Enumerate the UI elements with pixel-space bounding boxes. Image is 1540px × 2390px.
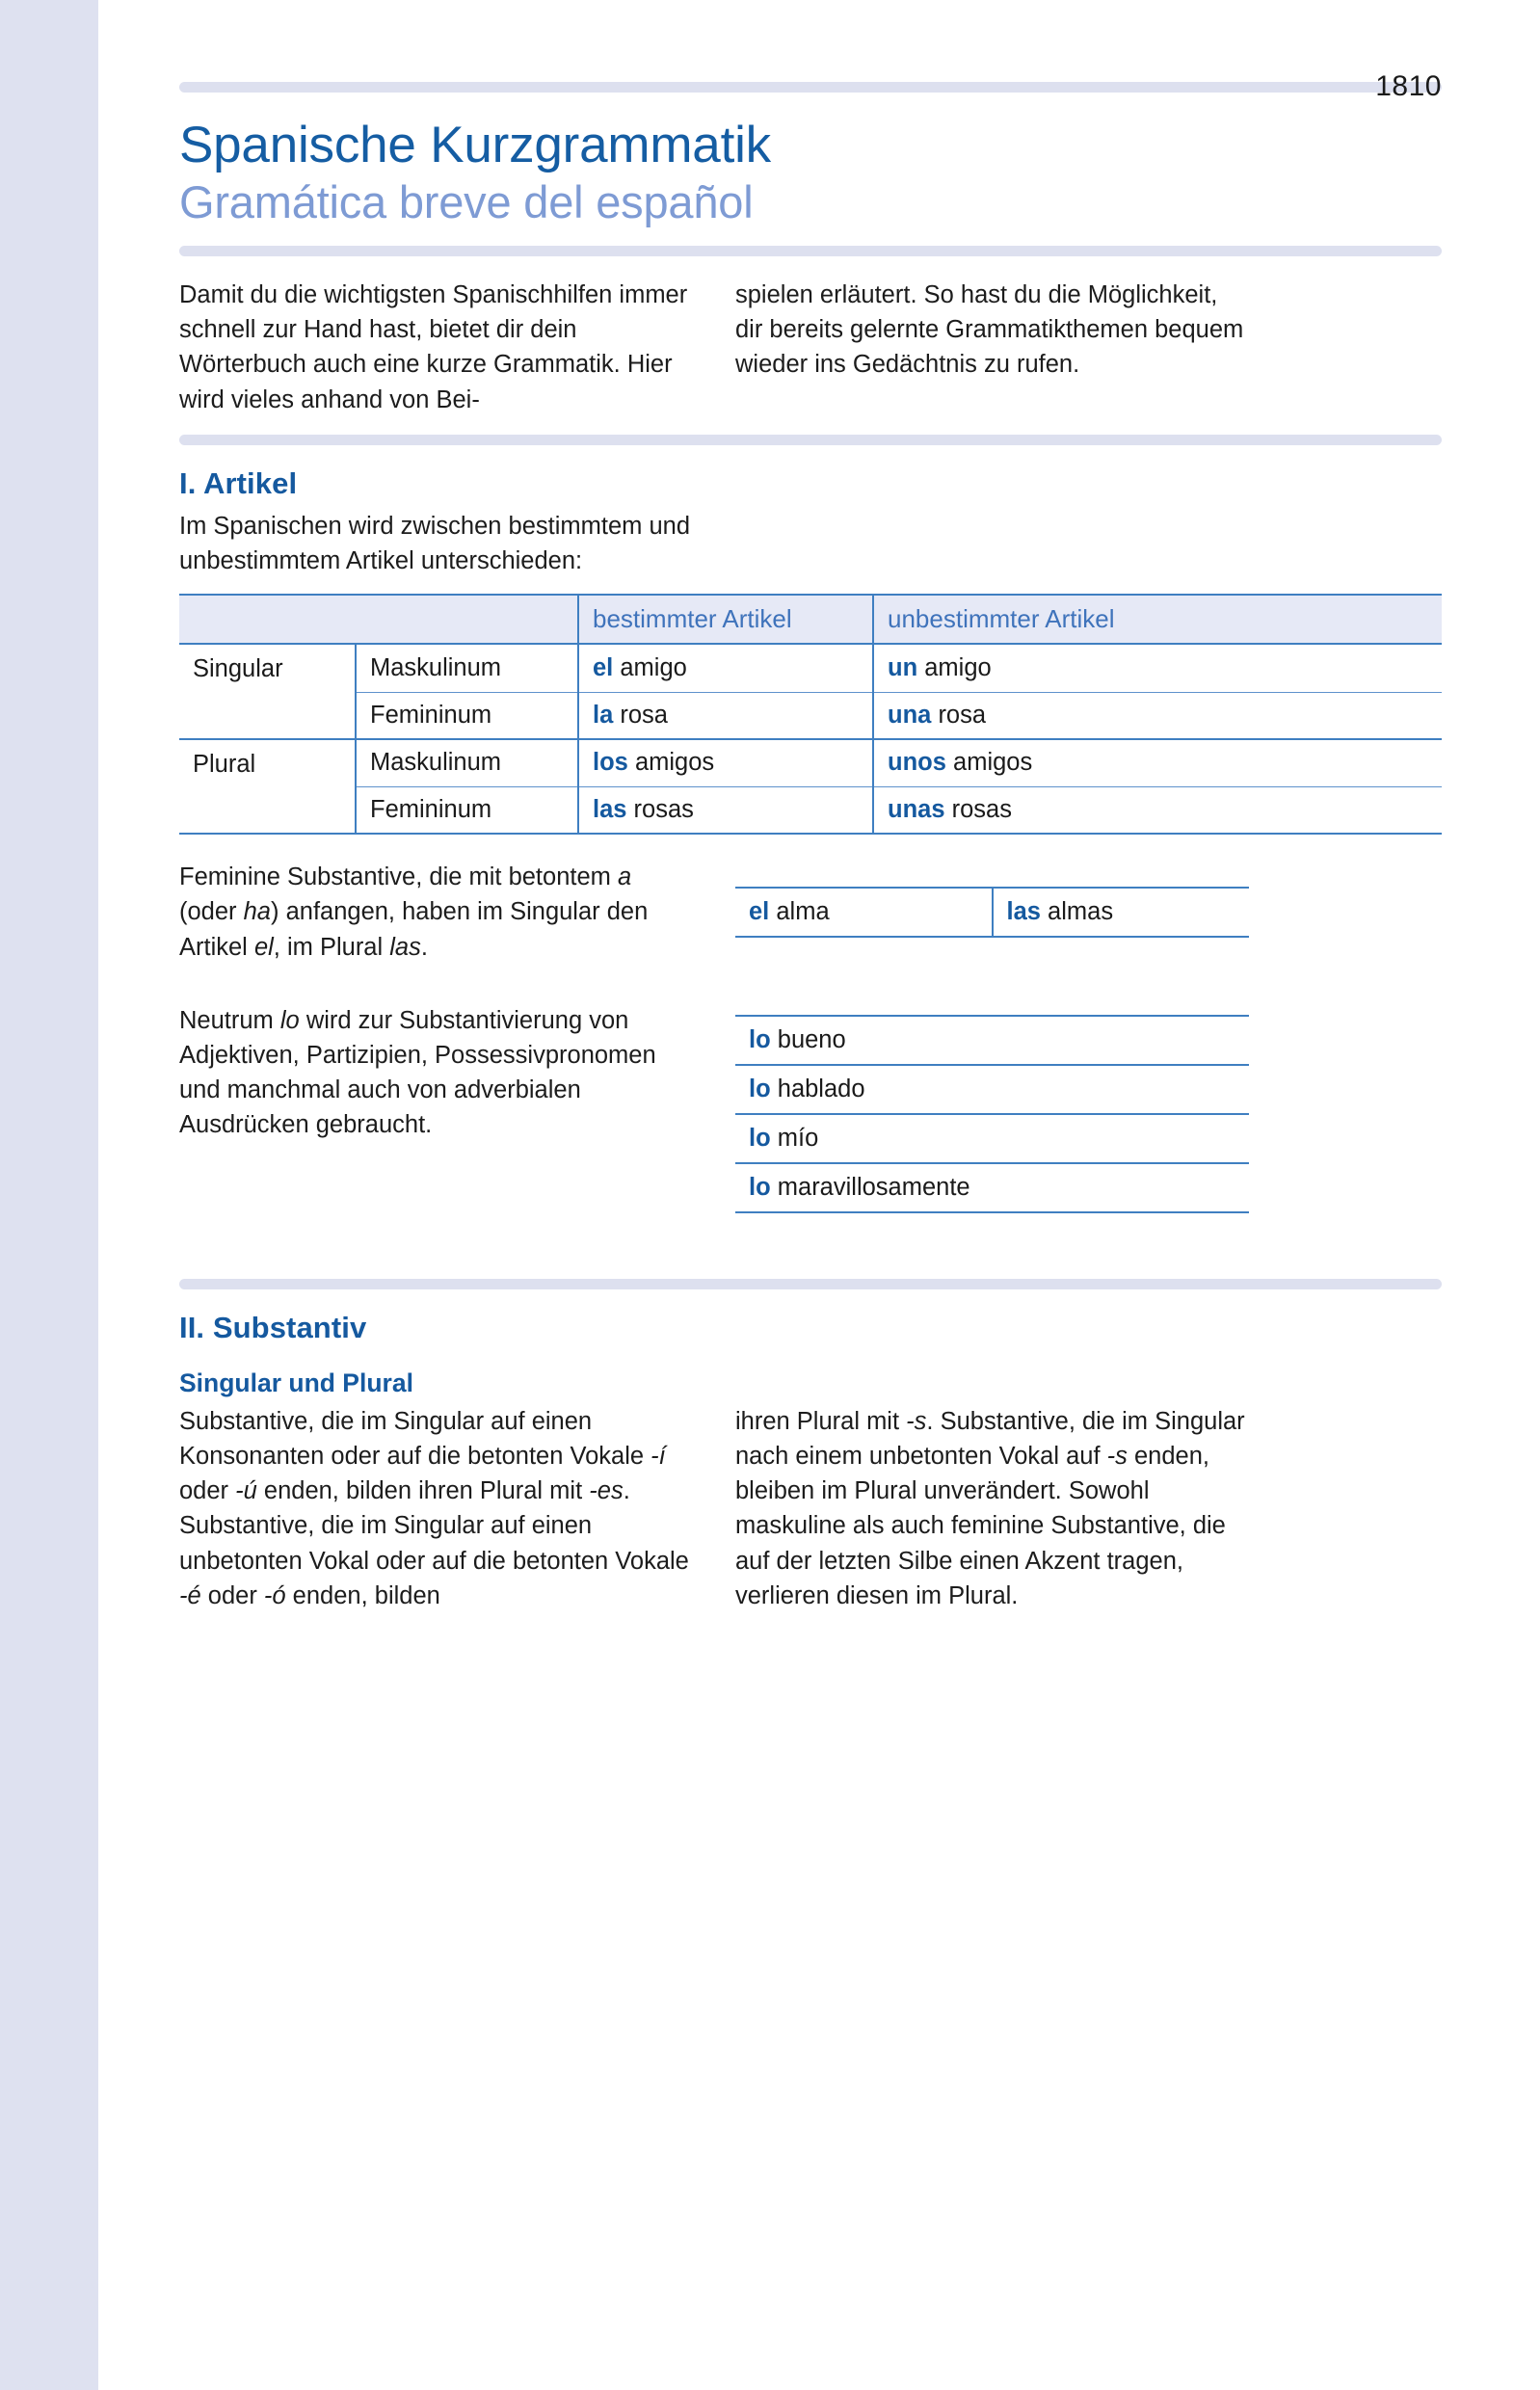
text-part: enden, bleiben im Plural unverändert. Sowohl maskuline als auch feminine Substantive, die auf der letzten Silbe einen Akzent tragen, verlieren diesen im Plural. xyxy=(735,1443,1226,1609)
divider-rule-above-section-2 xyxy=(179,1279,1442,1289)
cell-gender: Maskulinum xyxy=(356,644,578,692)
section-gap xyxy=(179,1213,1442,1279)
alma-note-italic: ha xyxy=(243,898,271,926)
noun-word: bueno xyxy=(777,1025,846,1053)
text-part: oder xyxy=(179,1477,236,1505)
table-row xyxy=(179,787,1442,835)
noun-word: almas xyxy=(1048,898,1114,926)
alma-note-part: . xyxy=(420,933,428,961)
text-italic: -ó xyxy=(263,1581,286,1609)
article-word: un xyxy=(888,653,918,681)
page-body xyxy=(98,0,1540,2390)
text-italic: -s xyxy=(906,1407,927,1435)
page-subtitle: Gramática breve del español xyxy=(179,176,754,228)
section-1-intro-col xyxy=(179,509,693,578)
article-table xyxy=(179,594,1442,835)
section-2-columns xyxy=(179,1404,1442,1613)
alma-note-italic: a xyxy=(617,863,632,891)
section-2-text-left xyxy=(179,1404,693,1613)
alma-note-col xyxy=(179,860,693,965)
article-word: unos xyxy=(888,749,946,777)
intro-text-right: spielen erläutert. So hast du die Möglichkeit, dir bereits gelernte Grammatikthemen bequem wieder ins Gedächtnis zu rufen. xyxy=(735,280,1244,379)
table-row xyxy=(735,888,1249,937)
alma-note-part: , im Plural xyxy=(273,933,390,961)
cell-definite xyxy=(578,739,873,787)
cell-definite xyxy=(578,644,873,692)
noun-word: mío xyxy=(777,1124,819,1152)
cell-lo-example xyxy=(735,1016,1249,1065)
lo-table-col xyxy=(735,1003,1249,1213)
text-part: . Substantive, die im Singular auf einen unbetonten Vokal oder auf die betonten Vokale xyxy=(179,1477,689,1575)
alma-example-table xyxy=(735,887,1249,938)
cell-definite xyxy=(578,787,873,835)
intro-column-right xyxy=(735,278,1249,417)
section-2-heading: II. Substantiv xyxy=(179,1310,367,1344)
intro-columns xyxy=(179,278,1442,417)
article-word: las xyxy=(593,796,627,824)
text-part: . Substantive, die im Singular nach einem unbetonten Vokal auf xyxy=(735,1407,1245,1471)
lo-note-col xyxy=(179,1003,693,1213)
divider-rule-under-title xyxy=(179,246,1442,256)
article-word: las xyxy=(1006,898,1041,926)
cell-number-singular: Singular xyxy=(179,644,356,692)
cell-lo-example xyxy=(735,1065,1249,1114)
header-definite-article: bestimmter Artikel xyxy=(578,595,873,644)
noun-word: rosa xyxy=(938,701,987,729)
left-margin-strip xyxy=(0,0,98,2390)
text-part: ihren Plural mit xyxy=(735,1407,907,1435)
article-word: lo xyxy=(749,1124,771,1152)
article-word: el xyxy=(749,898,770,926)
noun-word: alma xyxy=(776,898,830,926)
table-row xyxy=(179,692,1442,739)
lo-row xyxy=(179,1003,1442,1213)
intro-text-left: Damit du die wichtigsten Spanischhilfen immer schnell zur Hand hast, bietet dir dein Wörterbuch auch eine kurze Grammatik. Hier wird vieles anhand von Bei- xyxy=(179,280,688,413)
article-word: los xyxy=(593,749,628,777)
table-row xyxy=(735,1114,1249,1163)
section-2-subheading: Singular und Plural xyxy=(179,1368,413,1397)
lo-example-table xyxy=(735,1015,1249,1213)
text-italic: -í xyxy=(651,1443,666,1471)
table-row xyxy=(179,644,1442,692)
text-italic: -es xyxy=(589,1477,624,1505)
section-1-heading: I. Artikel xyxy=(179,465,298,500)
cell-gender: Femininum xyxy=(356,787,578,835)
noun-word: rosas xyxy=(951,796,1012,824)
cell-lo-example xyxy=(735,1163,1249,1212)
section-1-intro-row xyxy=(179,509,1442,578)
alma-table-col xyxy=(735,860,1249,965)
cell-indefinite xyxy=(873,692,1442,739)
section-1-intro-spacer xyxy=(735,509,1249,578)
text-part: Substantive, die im Singular auf einen Konsonanten oder auf die betonten Vokale xyxy=(179,1407,651,1471)
article-word: lo xyxy=(749,1025,771,1053)
cell-definite xyxy=(578,692,873,739)
article-word: la xyxy=(593,701,614,729)
text-part: enden, bilden ihren Plural mit xyxy=(256,1477,590,1505)
article-word: lo xyxy=(749,1075,771,1102)
lo-note-part: Neutrum xyxy=(179,1006,280,1034)
text-italic: -é xyxy=(179,1581,201,1609)
text-part: enden, bilden xyxy=(285,1581,440,1609)
alma-note-text xyxy=(179,860,693,965)
table-row xyxy=(735,1163,1249,1212)
table-row xyxy=(179,739,1442,787)
section-2-column-left xyxy=(179,1404,693,1613)
cell-number-blank xyxy=(179,692,356,739)
divider-rule-above-section-1 xyxy=(179,435,1442,445)
cell-alma-singular xyxy=(735,888,993,937)
alma-note-part: (oder xyxy=(179,898,244,926)
cell-indefinite xyxy=(873,739,1442,787)
lo-note-italic: lo xyxy=(279,1006,300,1034)
alma-note-part: ) anfangen, haben im Singular den Artikel xyxy=(179,898,649,961)
noun-word: hablado xyxy=(777,1075,865,1102)
alma-note-part: Feminine Substantive, die mit betontem xyxy=(179,863,618,891)
article-table-header-row xyxy=(179,595,1442,644)
intro-column-left xyxy=(179,278,693,417)
cell-lo-example xyxy=(735,1114,1249,1163)
table-row xyxy=(735,1016,1249,1065)
cell-number-plural: Plural xyxy=(179,739,356,787)
page-content xyxy=(179,0,1442,1613)
text-italic: -ú xyxy=(235,1477,257,1505)
alma-row xyxy=(179,860,1442,965)
lo-note-text xyxy=(179,1003,693,1143)
cell-indefinite xyxy=(873,787,1442,835)
lo-note-part: wird zur Substantivierung von Adjektiven, Partizipien, Possessivpronomen und manchmal auch von adverbialen Ausdrücken gebraucht. xyxy=(179,1006,656,1139)
noun-word: amigo xyxy=(924,653,992,681)
page-number: 1810 xyxy=(1375,70,1442,102)
cell-gender: Femininum xyxy=(356,692,578,739)
header-blank-gender xyxy=(356,595,578,644)
article-word: lo xyxy=(749,1173,771,1201)
alma-note-italic: las xyxy=(389,933,421,961)
noun-word: maravillosamente xyxy=(777,1173,970,1201)
article-word: unas xyxy=(888,796,945,824)
alma-note-italic: el xyxy=(253,933,274,961)
noun-word: rosa xyxy=(620,701,668,729)
section-2-text-right xyxy=(735,1404,1249,1613)
section-1-intro-text: Im Spanischen wird zwischen bestimmtem und unbestimmtem Artikel unterschieden: xyxy=(179,512,691,574)
cell-number-blank xyxy=(179,787,356,835)
text-part: oder xyxy=(200,1581,264,1609)
divider-rule-top xyxy=(179,82,1442,93)
table-row xyxy=(735,1065,1249,1114)
header-blank-number xyxy=(179,595,356,644)
cell-gender: Maskulinum xyxy=(356,739,578,787)
section-2-column-right xyxy=(735,1404,1249,1613)
header-indefinite-article: unbestimmter Artikel xyxy=(873,595,1442,644)
cell-alma-plural xyxy=(993,888,1250,937)
noun-word: amigos xyxy=(634,749,715,777)
text-italic: -s xyxy=(1106,1443,1128,1471)
noun-word: rosas xyxy=(633,796,694,824)
cell-indefinite xyxy=(873,644,1442,692)
article-word: una xyxy=(888,701,932,729)
noun-word: amigo xyxy=(620,653,687,681)
article-word: el xyxy=(593,653,614,681)
page-title: Spanische Kurzgrammatik xyxy=(179,117,771,173)
noun-word: amigos xyxy=(953,749,1033,777)
